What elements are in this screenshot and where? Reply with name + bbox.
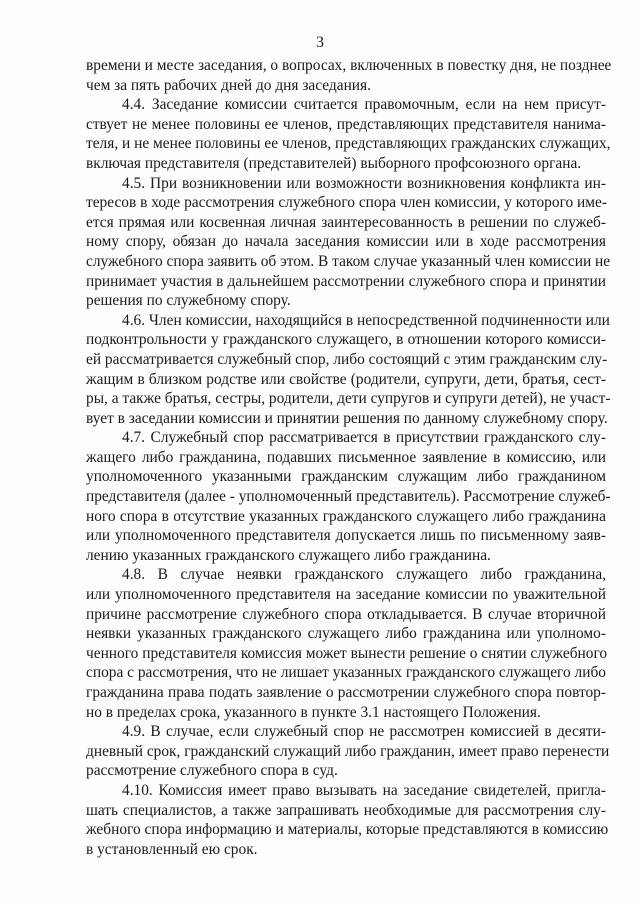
text-line: ры, а также братья, сестры, родители, дети супругов и супруги детей), не участ- [86,390,611,408]
text-line: причине рассмотрение служебного спора откладывается. В случае вторичной [86,605,606,623]
text-line: ному спору, обязан до начала заседания комиссии или в ходе рассмотрения [86,233,606,251]
text-line: вует в заседании комиссии и принятии решения по данному служебному спору. [86,409,608,427]
text-line: принимает участия в дальнейшем рассмотрении служебного спора и принятии [86,272,606,290]
text-line: включая представителя (представителей) выборного профсоюзного органа. [86,154,582,172]
text-line: рассмотрение служебного спора в суд. [86,762,338,780]
text-line: служебного спора заявить об этом. В таком случае указанный член комиссии не [86,252,611,270]
text-line: ного спора в отсутствие указанных гражданского служащего либо гражданина [86,507,606,525]
text-line: чем за пять рабочих дней до дня заседания. [86,76,371,94]
text-line: в установленный ею срок. [86,840,258,858]
text-line: времени и месте заседания, о вопросах, включенных в повестку дня, не позднее [86,57,612,74]
text-line: ствует не менее половины ее членов, представляющих представителя нанима- [86,115,606,133]
paragraph-p-4-9 [86,722,610,781]
text-line: 4.4. Заседание комиссии считается правомочным, если на нем присут- [122,96,606,114]
text-line: ченного представителя комиссия может вынести решение о снятии служебного [86,644,608,662]
text-line: подконтрольности у гражданского служащего, в отношении которого комисси- [86,331,606,349]
paragraph-p-4-5 [86,174,611,311]
text-line: 4.9. В случае, если служебный спор не рассмотрен комиссией в десяти- [122,723,606,741]
text-line: неявки указанных гражданского служащего либо гражданина или уполномо- [86,625,606,643]
text-line: 4.6. Член комиссии, находящийся в непосредственной подчиненности или [122,311,610,329]
text-line: жащим в близком родстве или свойстве (родители, супруги, дети, братья, сест- [86,370,606,388]
text-line: но в пределах срока, указанного в пункте 3.1 настоящего Положения. [86,703,541,721]
text-line: спора с рассмотрения, что не лишает указанных гражданского служащего либо [86,664,606,682]
text-line: решения по служебному спору. [86,292,291,310]
text-line: 4.5. При возникновении или возможности возникновения конфликта ин- [122,174,606,192]
paragraph-p-4-3-cont [86,56,612,95]
document-body [86,56,612,859]
text-line: дневный срок, гражданский служащий либо гражданин, имеет право перенести [86,742,610,760]
text-line: лению указанных гражданского служащего либо гражданина. [86,546,491,564]
page-number: 3 [316,34,324,51]
text-line: ей рассматривается служебный спор, либо состоящий с этим гражданским слу- [86,350,608,368]
text-line: теля, и не менее половины ее членов, представляющих гражданских служащих, [86,135,611,153]
text-line: уполномоченного указанными гражданским служащим либо гражданином [86,468,606,486]
text-line: 4.10. Комиссия имеет право вызывать на заседание свидетелей, пригла- [122,781,606,799]
text-line: жебного спора информацию и материалы, которые представляются в комиссию [86,821,609,839]
text-line: жащего либо гражданина, подавших письменное заявление в комиссию, или [86,448,606,466]
text-line: 4.7. Служебный спор рассматривается в присутствии гражданского слу- [122,429,606,447]
paragraph-p-4-7 [86,428,611,565]
text-line: или уполномоченного представителя на заседание комиссии по уважительной [86,586,606,604]
text-line: ется прямая или косвенная личная заинтересованность в решении по служеб- [86,213,606,231]
paragraph-p-4-6 [86,311,611,429]
paragraph-p-4-10 [86,781,609,859]
text-line: гражданина права подать заявление о рассмотрении служебного спора повтор- [86,684,606,701]
text-line: 4.8. В случае неявки гражданского служащего либо гражданина, [122,566,606,584]
paragraph-p-4-8 [86,565,606,722]
text-line: тересов в ходе рассмотрения служебного спора член комиссии, у которого име- [86,194,607,212]
text-line: шать специалистов, а также запрашивать необходимые для рассмотрения слу- [86,801,606,819]
text-line: или уполномоченного представителя допускается лишь по письменному заяв- [86,527,606,545]
text-line: представителя (далее - уполномоченный представитель). Рассмотрение служеб- [86,488,611,506]
paragraph-p-4-4 [86,95,611,173]
